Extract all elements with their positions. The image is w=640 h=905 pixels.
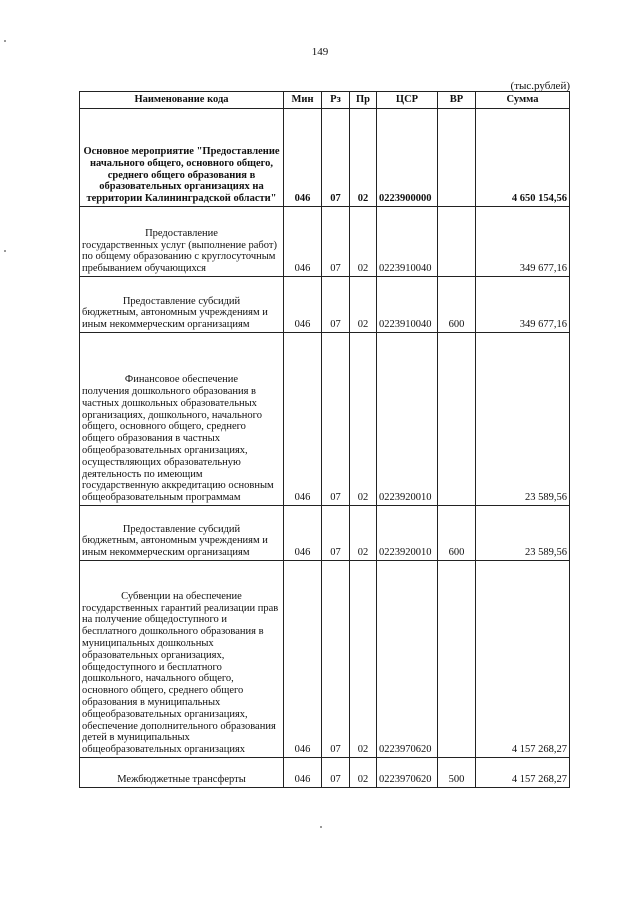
table-row [80,333,570,506]
row-vr [438,333,476,506]
table-row [80,109,570,207]
row-rz: 07 [322,561,350,758]
row-name-rest: бюджетным, автономным учреждениям и иным некоммерческим организациям [82,307,268,331]
row-name-lead: Предоставление субсидий [122,523,241,535]
row-vr: 600 [438,277,476,333]
header-sum: Сумма [476,92,570,109]
table-row [80,277,570,333]
row-name-rest: государственных гарантий реализации прав на получение общедоступного и бесплатного дошкольного образования в муниципальных дошкольных образовательных организациях, общедоступного и бесплатного дошкольного, начального общего, основного общего, среднего общего образования в муниципальных общеобразовательных организациях, обеспечение дополнительного образования детей в муниципальных общеобразовательных организациях [82,602,279,756]
row-name-lead: Межбюджетные трансферты [117,774,246,786]
row-vr: 600 [438,506,476,561]
row-min: 046 [284,207,322,277]
row-min: 046 [284,333,322,506]
row-name-rest: бюджетным, автономным учреждениям и иным некоммерческим организациям [82,535,268,559]
row-csr: 0223970620 [377,561,438,758]
row-vr: 500 [438,758,476,788]
row-csr: 0223920010 [377,333,438,506]
header-csr: ЦСР [377,92,438,109]
row-pr: 02 [350,109,377,207]
row-name [80,207,284,277]
row-name-lead: Предоставление субсидий [122,295,241,307]
row-name [80,333,284,506]
row-sum: 23 589,56 [476,333,570,506]
row-csr: 0223910040 [377,207,438,277]
scan-artifact [4,40,6,42]
row-pr: 02 [350,207,377,277]
row-name [80,277,284,333]
row-pr: 02 [350,333,377,506]
row-name-rest: государственных услуг (выполнение работ) по общему образованию с круглосуточным пребыванием обучающихся [82,239,277,275]
budget-table [79,91,570,788]
row-sum: 4 157 268,27 [476,561,570,758]
table-row [80,506,570,561]
header-name: Наименование кода [80,92,284,109]
row-vr [438,207,476,277]
row-sum: 23 589,56 [476,506,570,561]
row-name [80,561,284,758]
scan-artifact [320,826,322,828]
row-min: 046 [284,109,322,207]
table-row [80,758,570,788]
row-pr: 02 [350,506,377,561]
row-name [80,758,284,788]
row-rz: 07 [322,758,350,788]
row-min: 046 [284,561,322,758]
header-vr: ВР [438,92,476,109]
table-header-row [80,92,570,109]
row-sum: 349 677,16 [476,277,570,333]
row-pr: 02 [350,758,377,788]
row-csr: 0223900000 [377,109,438,207]
row-pr: 02 [350,277,377,333]
row-csr: 0223970620 [377,758,438,788]
row-name-lead: Предоставление [145,227,218,239]
row-vr [438,109,476,207]
row-rz: 07 [322,207,350,277]
row-rz: 07 [322,506,350,561]
row-sum: 4 157 268,27 [476,758,570,788]
header-rz: Рз [322,92,350,109]
row-name: Основное мероприятие "Предоставление начального общего, основного общего, среднего общего образования в образовательных организациях на территории Калининградской области" [80,109,284,207]
row-csr: 0223910040 [377,277,438,333]
row-vr [438,561,476,758]
unit-label: (тыс.рублей) [510,80,570,92]
row-csr: 0223920010 [377,506,438,561]
table-row [80,561,570,758]
row-rz: 07 [322,277,350,333]
row-sum: 349 677,16 [476,207,570,277]
row-min: 046 [284,506,322,561]
row-name-lead: Субвенции на обеспечение [121,590,242,602]
row-sum: 4 650 154,56 [476,109,570,207]
row-name [80,506,284,561]
row-name-rest: получения дошкольного образования в частных дошкольных образовательных организациях, дошкольного, начального общего, основного общего, среднего общего образования в частных общеобразовательных организациях, осуществляющих образовательную деятельность по имеющим государственную аккредитацию основным общеобразовательным программам [82,386,274,504]
row-min: 046 [284,277,322,333]
header-pr: Пр [350,92,377,109]
header-min: Мин [284,92,322,109]
row-pr: 02 [350,561,377,758]
scan-artifact [4,250,6,252]
row-name-lead: Финансовое обеспечение [124,374,239,386]
row-min: 046 [284,758,322,788]
row-rz: 07 [322,109,350,207]
row-rz: 07 [322,333,350,506]
table-row [80,207,570,277]
page-number: 149 [311,46,329,58]
